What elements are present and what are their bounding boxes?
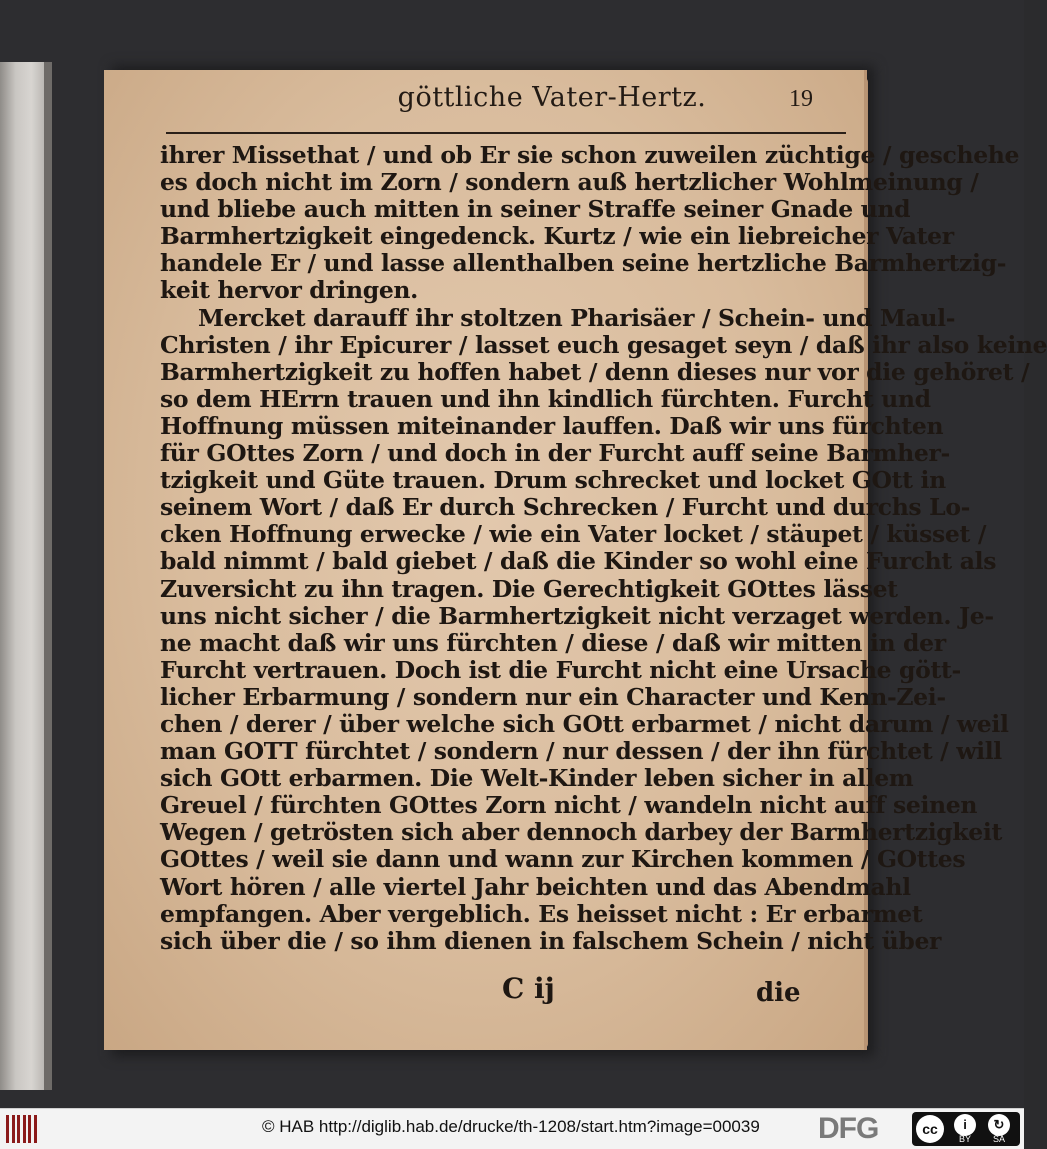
text-line: und bliebe auch mitten in seiner Straffe seiner Gnade und [160, 195, 911, 224]
fold-shadow [44, 62, 52, 1090]
text-line: seinem Wort / daß Er durch Schrecken / Furcht und durchs Lo- [160, 493, 971, 522]
text-line: Wegen / getrösten sich aber dennoch darbey der Barmhertzigkeit [160, 818, 1002, 847]
text-line: bald nimmt / bald giebet / daß die Kinder so wohl eine Furcht als [160, 547, 997, 576]
text-line: so dem HErrn trauen und ihn kindlich fürchten. Furcht und [160, 384, 931, 413]
copyright-link[interactable]: © HAB http://diglib.hab.de/drucke/th-1208/start.htm?image=00039 [262, 1117, 760, 1136]
text-line: tzigkeit und Güte trauen. Drum schrecket und locket GOtt in [160, 466, 946, 495]
text-line: sich GOtt erbarmen. Die Welt-Kinder leben sicher in allem [160, 764, 914, 793]
text-line: es doch nicht im Zorn / sondern auß hertzlicher Wohlmeinung / [160, 168, 979, 197]
license-sa-label: SA [993, 1134, 1006, 1144]
cc-icon: cc [916, 1115, 944, 1143]
text-line: für GOttes Zorn / und doch in der Furcht auff seine Barmher- [160, 439, 950, 468]
running-head: göttliche Vater-Hertz. [397, 82, 707, 113]
license-by-label: BY [959, 1134, 972, 1144]
text-line: keit hervor dringen. [160, 276, 418, 305]
book-page [104, 70, 1047, 1050]
text-line: ihrer Missethat / und ob Er sie schon zuweilen züchtige / geschehe [160, 141, 1020, 169]
text-line: Christen / ihr Epicurer / lasset euch gesaget seyn / daß ihr also keine [160, 330, 1047, 359]
text-line: Zuversicht zu ihn tragen. Die Gerechtigkeit GOttes lässet [160, 574, 898, 603]
text-line: Wort hören / alle viertel Jahr beichten und das Abendmahl [160, 872, 911, 901]
catchword: die [756, 978, 801, 1008]
sa-icon: ↻ [988, 1114, 1010, 1136]
text-line: handele Er / und lasse allenthalben seine hertzliche Barmhertzig- [160, 249, 1007, 278]
text-line: cken Hoffnung erwecke / wie ein Vater locket / stäupet / küsset / [160, 520, 987, 549]
text-line: man GOTT fürchtet / sondern / nur dessen / der ihn fürchtet / will [160, 737, 1002, 766]
text-line: Barmhertzigkeit zu hoffen habet / denn dieses nur vor die gehöret / [160, 357, 1030, 386]
text-line: chen / derer / über welche sich GOtt erbarmet / nicht darum / weil [160, 709, 1009, 738]
text-line: Furcht vertrauen. Doch ist die Furcht nicht eine Ursache gött- [160, 655, 961, 684]
text-line: ne macht daß wir uns fürchten / diese / daß wir mitten in der [160, 628, 946, 657]
footer-bar [0, 1108, 1024, 1149]
signature-mark: C ij [502, 972, 555, 1005]
text-line: uns nicht sicher / die Barmhertzigkeit nicht verzaget werden. Je- [160, 601, 994, 630]
by-icon: i [954, 1114, 976, 1136]
dfg-logo[interactable]: DFG [818, 1112, 879, 1145]
body-text [160, 141, 1047, 955]
text-line: Hoffnung müssen miteinander lauffen. Daß wir uns fürchten [160, 411, 944, 440]
cc-license-badge[interactable] [912, 1112, 1020, 1146]
text-line: GOttes / weil sie dann und wann zur Kirchen kommen / GOttes [160, 845, 966, 874]
text-line: Mercket darauff ihr stoltzen Pharisäer / Schein- und Maul- [198, 303, 956, 332]
text-line: Greuel / fürchten GOttes Zorn nicht / wandeln nicht auff seinen [160, 791, 978, 820]
text-line: licher Erbarmung / sondern nur ein Character und Kenn-Zei- [160, 682, 946, 711]
header-rule [166, 132, 846, 134]
barcode-icon [6, 1115, 40, 1143]
text-line: sich über die / so ihm dienen in falschem Schein / nicht über [160, 926, 942, 955]
page-number: 19 [789, 86, 813, 112]
text-line: Barmhertzigkeit eingedenck. Kurtz / wie ein liebreicher Vater [160, 222, 954, 251]
text-line: empfangen. Aber vergeblich. Es heisset nicht : Er erbarmet [160, 899, 923, 928]
